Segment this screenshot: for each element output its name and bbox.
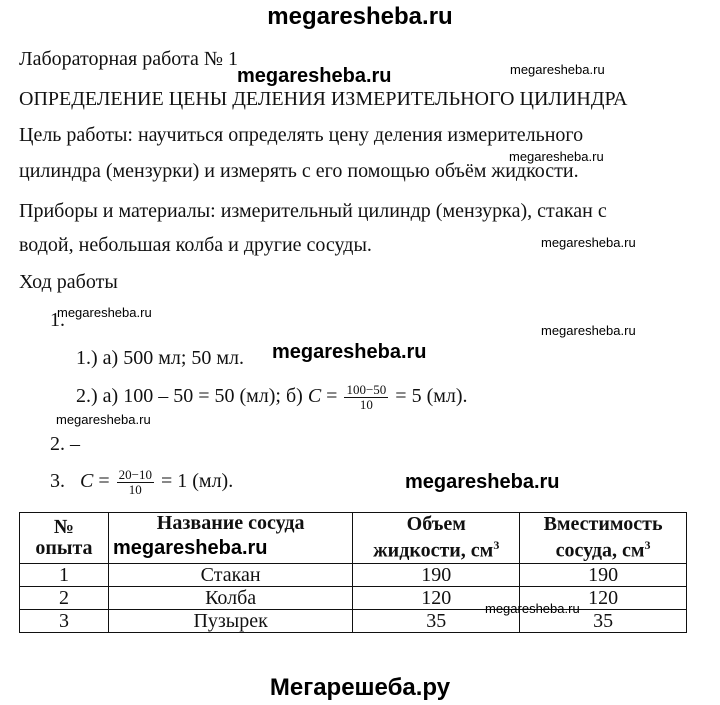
table-cell: 120	[520, 587, 687, 610]
step-3-label: 3.	[50, 470, 65, 493]
table-cell: 3	[20, 610, 109, 633]
lab-title: Лабораторная работа № 1	[19, 48, 238, 70]
table-cell: Стакан	[108, 564, 352, 587]
goal-line-2: цилиндра (мензурки) и измерять с его помощью объём жидкости.	[19, 160, 579, 182]
step-3-denominator: 10	[128, 482, 142, 497]
step-1-2-prefix: 2.) а) 100 – 50 = 50 (мл); б)	[76, 385, 303, 408]
step-3-fraction	[117, 468, 154, 497]
results-table	[19, 512, 687, 633]
watermark: megaresheba.ru	[510, 62, 605, 77]
table-cell: 2	[20, 587, 109, 610]
table-cell: Колба	[108, 587, 352, 610]
site-footer: Мегарешеба.ру	[269, 674, 451, 701]
header-line: №	[53, 516, 74, 538]
watermark: megaresheba.ru	[56, 412, 151, 427]
step-1-label: 1.	[50, 309, 65, 331]
tools-line-2: водой, небольшая колба и другие сосуды.	[19, 234, 372, 256]
watermark: megaresheba.ru	[541, 323, 636, 338]
goal-line-1: Цель работы: научиться определять цену деления измерительного	[19, 124, 584, 146]
header-line: Название сосуда	[156, 512, 305, 534]
header-superscript: 3	[644, 538, 651, 553]
step-3	[50, 468, 233, 497]
watermark: megaresheba.ru	[113, 537, 268, 559]
watermark: megaresheba.ru	[541, 235, 636, 250]
table-row	[20, 564, 687, 587]
step-2: 2. –	[50, 433, 80, 455]
table-cell: 1	[20, 564, 109, 587]
step-3-variable: C	[80, 470, 94, 493]
header-experiment-number	[20, 513, 109, 564]
table-cell: 120	[353, 587, 520, 610]
watermark: megaresheba.ru	[237, 65, 392, 87]
progress-heading: Ход работы	[19, 271, 118, 293]
header-superscript: 3	[493, 538, 500, 553]
step-1-2	[76, 383, 468, 412]
table-row	[20, 587, 687, 610]
watermark: megaresheba.ru	[509, 149, 604, 164]
tools-line-1: Приборы и материалы: измерительный цилиндр (мензурка), стакан с	[19, 200, 607, 222]
watermark: megaresheba.ru	[57, 305, 152, 320]
step-1-2-fraction	[344, 383, 388, 412]
step-1-2-result: = 5 (мл).	[395, 385, 468, 408]
step-1-1: 1.) а) 500 мл; 50 мл.	[76, 347, 245, 369]
step-1-2-equals: =	[326, 385, 338, 408]
header-line: жидкости, см	[373, 539, 494, 562]
step-1-2-denominator: 10	[359, 397, 373, 412]
header-liquid-volume	[353, 513, 520, 564]
header-line: сосуда, см	[555, 539, 645, 562]
header-line: Объем	[406, 513, 466, 536]
table-cell: 190	[353, 564, 520, 587]
step-3-equals: =	[98, 470, 110, 493]
header-vessel-capacity	[520, 513, 687, 564]
step-1-2-numerator: 100−50	[346, 382, 387, 397]
lab-heading: ОПРЕДЕЛЕНИЕ ЦЕНЫ ДЕЛЕНИЯ ИЗМЕРИТЕЛЬНОГО ЦИЛИНДРА	[19, 88, 628, 110]
site-header: megaresheba.ru	[267, 3, 453, 30]
header-line: Вместимость	[543, 513, 663, 536]
step-3-result: = 1 (мл).	[160, 470, 234, 493]
table-cell: 190	[520, 564, 687, 587]
table-row	[20, 610, 687, 633]
step-3-numerator: 20−10	[118, 467, 152, 482]
watermark: megaresheba.ru	[272, 341, 427, 363]
table-cell: 35	[353, 610, 520, 633]
table-cell: 35	[520, 610, 687, 633]
header-line: опыта	[35, 537, 93, 559]
watermark: megaresheba.ru	[405, 471, 560, 493]
watermark: megaresheba.ru	[485, 601, 580, 616]
step-1-2-variable: C	[307, 385, 322, 408]
table-cell: Пузырек	[108, 610, 352, 633]
